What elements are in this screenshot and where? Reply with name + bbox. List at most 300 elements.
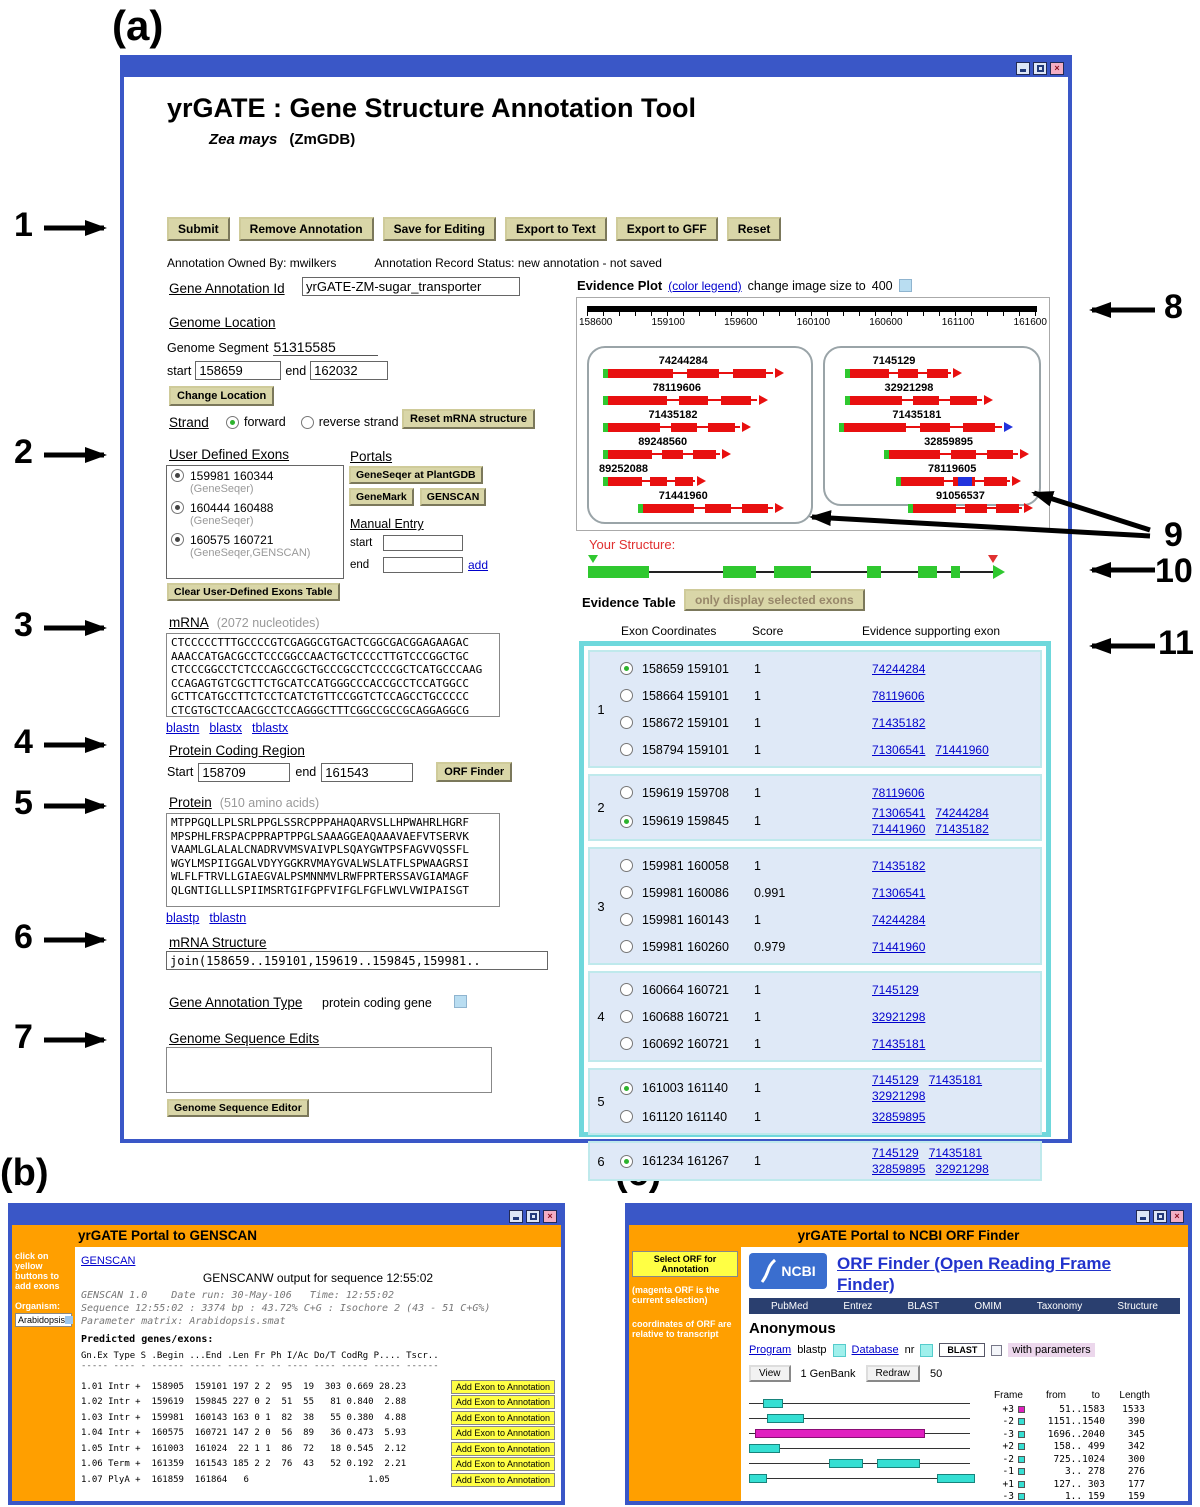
orf-color-swatch [1018,1406,1025,1413]
manual-start-input[interactable] [383,535,463,551]
evidence-link[interactable]: 32921298 [935,1162,989,1176]
group-rows [612,849,1040,963]
orf-row[interactable] [994,1466,1180,1479]
arrow-head-icon [697,476,706,486]
user-exon-coords: 160444 160488 [190,501,274,515]
evidence-link[interactable]: 71435181 [928,1073,983,1087]
database-link[interactable]: Database [851,1344,899,1356]
exon-block [662,450,684,459]
maximize-icon[interactable] [1153,1210,1167,1223]
manual-end-input[interactable] [383,557,463,573]
orf-bar[interactable] [877,1459,920,1468]
exon-radio[interactable] [620,815,633,828]
diagram-baseline [749,1448,970,1449]
ruler-tick-label: 160100 [796,317,831,328]
orf-range: 51..1583 [1059,1403,1105,1415]
evidence-cluster-left [587,346,813,524]
orf-length: 342 [1127,1441,1145,1453]
orf-color-swatch [1018,1443,1025,1450]
exon-block [920,423,950,432]
toolbar-reset-button[interactable]: Reset [727,217,782,241]
evidence-row [612,655,1040,682]
orf-length: 276 [1127,1466,1145,1478]
genome-location-label: Genome Location [169,315,276,330]
add-exon-button[interactable]: Add Exon to Annotation [451,1457,555,1471]
program-menu-box[interactable] [833,1344,846,1357]
structure-exon [951,566,960,578]
evidence-link[interactable]: 71441960 [872,822,926,836]
group-number: 6 [597,1153,605,1169]
mrna-structure-input[interactable] [166,951,548,970]
green-start-cap [896,477,901,486]
exon-block [603,423,660,432]
exon-coordinates: 158794 159101 [642,742,729,757]
exon-radio[interactable] [620,1110,633,1123]
exon-radio[interactable] [620,913,633,926]
evidence-group [588,1141,1042,1181]
exon-score: 0.979 [754,939,786,954]
evidence-row [612,736,1040,763]
evidence-gene-model[interactable] [833,436,1031,463]
exon-coordinates: 159619 159845 [642,814,729,828]
orf-bar[interactable] [755,1429,925,1438]
orf-bar[interactable] [937,1474,975,1483]
close-icon[interactable]: × [1170,1210,1184,1223]
redraw-button[interactable]: Redraw [866,1365,920,1382]
user-exon-text [190,533,310,559]
gene-bar [839,423,1007,432]
orf-sidebar [629,1247,741,1501]
portal-window-title: yrGATE Portal to NCBI ORF Finder [629,1225,1188,1247]
orf-row[interactable] [994,1403,1180,1416]
user-exon-radio[interactable] [171,533,184,546]
green-start-cap [839,423,844,432]
orf-frame: -3 [1002,1491,1014,1503]
orf-range: 158.. 499 [1053,1441,1105,1453]
ruler-tick-label: 158600 [579,317,613,328]
genome-segment-value[interactable]: 51315585 [273,339,378,356]
exon-radio[interactable] [620,1037,633,1050]
minimize-icon[interactable] [1136,1210,1150,1223]
evidence-links [872,716,1040,730]
portal-window-title: yrGATE Portal to GENSCAN [12,1225,561,1247]
evidence-link[interactable]: 74244284 [872,661,926,676]
arrow-head-icon [1024,503,1033,513]
genscan-info-line: Sequence 12:55:02 : 3374 bp : 43.72% C+G : Isochore 2 (43 - 51 C+G%) [81,1303,491,1314]
orf-range: 725..1024 [1053,1453,1105,1465]
orf-length: 159 [1127,1491,1145,1503]
evidence-gene-model[interactable] [833,490,1031,517]
evidence-link[interactable]: 71306541 [872,885,926,900]
orf-row[interactable] [994,1478,1180,1491]
location-start-input[interactable] [195,361,281,380]
blue-exon-block [958,477,972,486]
evidence-gene-model[interactable] [597,490,803,517]
orf-row[interactable] [994,1441,1180,1454]
evidence-links [872,886,1040,900]
exon-radio[interactable] [620,1082,633,1095]
orf-bar[interactable] [763,1399,783,1408]
protein-label: Protein [169,795,212,810]
user-defined-exons-box [166,465,344,579]
orf-finder-button[interactable]: ORF Finder [436,762,512,782]
orf-row[interactable] [994,1453,1180,1466]
green-start-cap [603,423,608,432]
portals-label: Portals [350,449,393,464]
exon-block [638,504,694,513]
orf-bar[interactable] [767,1414,805,1423]
toolbar-export-to-text-button[interactable]: Export to Text [505,217,607,241]
gene-type-menu-box[interactable] [454,995,467,1008]
orf-frame: +2 [1002,1441,1014,1453]
structure-exon [774,566,811,578]
evidence-link[interactable]: 71441960 [872,939,926,954]
orf-length: 390 [1127,1416,1145,1428]
user-exon-radio[interactable] [171,501,184,514]
callout-4: 4 [14,723,33,761]
exon-block [650,477,667,486]
genome-sequence-edits-label: Genome Sequence Edits [169,1031,320,1046]
genome-sequence-editor-button[interactable]: Genome Sequence Editor [167,1099,309,1117]
exon-block [963,423,995,432]
evidence-link[interactable]: 74244284 [935,806,989,820]
exon-coordinates: 158672 159101 [642,715,729,730]
gene-bar [638,504,778,513]
toolbar-save-for-editing-button[interactable]: Save for Editing [383,217,496,241]
evidence-table [579,641,1051,1176]
exon-radio[interactable] [620,716,633,729]
genscan-link[interactable]: GENSCAN [81,1255,136,1267]
orf-diagram-row [749,1396,982,1411]
add-exon-button[interactable]: Add Exon to Annotation [451,1426,555,1440]
portal-genscan-button[interactable]: GENSCAN [420,488,487,506]
orf-row[interactable] [994,1428,1180,1441]
protein-note: (510 amino acids) [219,795,320,810]
orf-frame: -2 [1002,1416,1014,1428]
orf-diagram-row [749,1441,982,1456]
evidence-gene-model[interactable] [833,382,1031,409]
nav-blast[interactable]: BLAST [907,1300,940,1312]
genscan-table-separator: ----- ---- - ------ ------ ---- -- -- ---- ---- ----- ----- ------ [81,1361,439,1371]
manual-end-label: end [350,559,370,571]
add-exon-button[interactable]: Add Exon to Annotation [451,1411,555,1425]
evidence-link[interactable]: 78119606 [872,785,925,800]
evidence-gene-model[interactable] [833,463,1031,490]
exon-coordinates: 161234 161267 [642,1154,729,1168]
genscan-content [75,1247,561,1501]
exon-coordinates: 159619 159708 [642,785,729,800]
program-link[interactable]: Program [749,1344,792,1356]
group-number: 5 [597,1094,605,1109]
location-end-input[interactable] [310,361,388,380]
evidence-links [872,689,1040,703]
toolbar-remove-annotation-button[interactable]: Remove Annotation [239,217,374,241]
nav-omim[interactable]: OMIM [974,1300,1002,1312]
count-value[interactable]: 50 [930,1367,943,1380]
evidence-link[interactable]: 71435181 [928,1146,983,1160]
database-menu-box[interactable] [920,1344,933,1357]
minimize-icon[interactable] [1016,62,1030,75]
evidence-gene-model[interactable] [597,463,803,490]
clear-user-exons-button[interactable]: Clear User-Defined Exons Table [167,583,340,601]
exon-block [742,504,769,513]
nav-taxonomy[interactable]: Taxonomy [1036,1300,1083,1312]
exon-block [705,504,730,513]
gene-bar [603,450,725,459]
gene-id-label: 71435182 [648,409,698,421]
tblastn-link[interactable]: tblastn [209,911,247,925]
add-exon-button[interactable]: Add Exon to Annotation [451,1442,555,1456]
exon-radio[interactable] [620,689,633,702]
plot-ruler-ticks [587,312,1037,316]
add-exon-button[interactable]: Add Exon to Annotation [451,1380,555,1394]
with-parameters-label: with parameters [1008,1343,1094,1357]
select-orf-button[interactable]: Select ORF for Annotation [632,1251,738,1277]
maximize-icon[interactable] [526,1210,540,1223]
orf-bar[interactable] [749,1444,780,1453]
ruler-tick-label: 161600 [1013,317,1047,328]
orf-frame: -1 [1002,1466,1014,1478]
user-exon-radio[interactable] [171,469,184,482]
evidence-gene-model[interactable] [597,409,803,436]
close-icon[interactable]: × [1050,62,1064,75]
exon-score: 0.991 [754,885,786,900]
evidence-gene-model[interactable] [597,382,803,409]
exon-coordinates: 160692 160721 [642,1036,729,1051]
evidence-group [588,650,1042,768]
blast-button[interactable]: BLAST [939,1343,985,1357]
ruler-tick-label: 159600 [724,317,758,328]
evidence-gene-model[interactable] [833,355,1031,382]
genscan-exon-data: 1.07 PlyA + 161859 161864 6 1.05 [81,1474,390,1485]
orf-header-cell: to [1091,1390,1100,1401]
orf-length: 300 [1127,1453,1145,1465]
blastp-link[interactable]: blastp [166,911,200,925]
exon-radio[interactable] [620,662,633,675]
callout-9: 9 [1164,516,1183,554]
orf-list [994,1390,1180,1503]
green-start-cap [603,450,608,459]
evidence-link[interactable]: 71306541 [872,742,926,757]
evidence-link[interactable]: 71306541 [872,806,926,820]
structure-arrow-icon [993,565,1005,579]
exon-coordinates: 161120 161140 [642,1109,728,1124]
evidence-link[interactable]: 7145129 [872,1146,919,1160]
evidence-links [872,1146,1040,1176]
exon-radio[interactable] [620,886,633,899]
portal-geneseqer-button[interactable]: GeneSeqer at PlantGDB [349,466,483,484]
blastx-link[interactable]: blastx [209,721,243,735]
exon-block [996,504,1019,513]
exon-score: 1 [754,1036,761,1051]
genscan-rows [81,1379,555,1488]
mrna-sequence-box[interactable] [166,633,500,717]
panel-label-a: (a) [112,2,164,49]
group-number: 2 [597,800,605,815]
exon-score: 1 [754,814,761,828]
orf-color-swatch [1018,1481,1025,1488]
arrow-head-icon [1012,476,1021,486]
exon-score: 1 [754,785,761,800]
evidence-link[interactable]: 7145129 [872,982,919,997]
red-marker-icon [988,555,998,563]
manual-entry-label: Manual Entry [350,517,424,531]
exon-score: 1 [754,1081,761,1095]
orf-color-swatch [1018,1493,1025,1500]
gene-id-label: 78119606 [652,382,701,394]
callout-6: 6 [14,918,33,956]
gene-annotation-id-input[interactable] [302,277,520,296]
evidence-links [872,743,1040,757]
orf-range: 1.. 159 [1064,1491,1105,1503]
evidence-links [872,859,1040,873]
genscan-exon-data: 1.03 Intr + 159981 160143 163 0 1 82 38 55 0.380 4.88 [81,1412,407,1423]
orf-bar[interactable] [829,1459,862,1468]
evidence-gene-model[interactable] [833,409,1031,436]
genscan-portal-window [8,1203,565,1505]
exon-radio[interactable] [620,859,633,872]
action-toolbar [167,217,781,241]
color-legend-link[interactable]: (color legend) [668,278,742,293]
arrow-head-icon [953,368,962,378]
toolbar-submit-button[interactable]: Submit [167,217,230,241]
your-structure-label: Your Structure: [589,537,676,552]
with-parameters-checkbox[interactable] [991,1345,1002,1356]
exon-radio[interactable] [620,983,633,996]
user-exon-source: (GeneSeqer) [190,483,254,495]
evidence-link[interactable]: 32921298 [872,1089,926,1103]
exon-radio[interactable] [620,743,633,756]
nav-pubmed[interactable]: PubMed [771,1300,809,1312]
exon-block [839,423,906,432]
blastn-link[interactable]: blastn [166,721,200,735]
evidence-link[interactable]: 32921298 [872,1009,926,1024]
evidence-link[interactable]: 71435182 [872,715,926,730]
green-start-cap [908,504,913,513]
exon-block [950,396,977,405]
portal-genemark-button[interactable]: GeneMark [349,488,414,506]
exon-radio[interactable] [620,786,633,799]
change-location-button[interactable]: Change Location [169,386,274,406]
pcr-end-label: end [295,765,317,779]
tblastx-link[interactable]: tblastx [252,721,289,735]
green-start-cap [603,396,608,405]
orf-finder-heading-link[interactable]: ORF Finder (Open Reading Frame Finder) [837,1254,1111,1294]
arrow-head-icon [759,395,768,405]
reset-mrna-structure-button[interactable]: Reset mRNA structure [402,409,535,429]
exon-radio[interactable] [620,940,633,953]
evidence-link[interactable]: 71435182 [935,822,989,836]
green-marker-icon [588,555,598,563]
orf-frame: -3 [1002,1428,1014,1440]
exon-coordinates: 159981 160143 [642,912,729,927]
gene-id-label: 32921298 [884,382,934,394]
add-exon-button[interactable]: Add Exon to Annotation [451,1395,555,1409]
genscan-exon-row [81,1472,555,1488]
user-exon-source: (GeneSeqer) [190,515,254,527]
evidence-plot-title: Evidence Plot [577,278,663,293]
pcr-end-input[interactable] [321,763,413,782]
green-start-cap [845,369,850,378]
evidence-link[interactable]: 71441960 [935,742,989,757]
resize-value[interactable]: 400 [871,278,893,293]
organism-select[interactable] [15,1313,72,1327]
callout-5: 5 [14,784,33,822]
gene-bar [603,423,745,432]
user-exon-item [167,498,343,530]
evidence-link[interactable]: 78119606 [872,688,925,703]
close-icon[interactable]: × [543,1210,557,1223]
exon-block [984,477,1007,486]
evidence-links [872,662,1040,676]
filter-selected-exons-button[interactable]: only display selected exons [684,589,865,611]
orf-range: 1151..1540 [1047,1416,1105,1428]
record-status: Annotation Record Status: new annotation - not saved [374,256,662,270]
evidence-gene-model[interactable] [597,436,803,463]
callout-11: 11 [1158,624,1194,662]
orf-bar[interactable] [749,1474,767,1483]
reverse-strand-radio[interactable] [301,416,314,429]
exon-score: 1 [754,1154,761,1168]
orf-diagram-row [749,1471,982,1486]
gene-id-label: 78119605 [928,463,977,475]
resize-apply-box[interactable] [899,279,912,292]
evidence-gene-model[interactable] [597,355,803,382]
genscan-exon-data: 1.04 Intr + 160575 160721 147 2 0 56 89 36 0.473 5.93 [81,1428,407,1439]
manual-add-link[interactable]: add [468,558,489,572]
callout-2: 2 [14,433,33,471]
pcr-start-input[interactable] [198,763,290,782]
orf-row[interactable] [994,1491,1180,1504]
genome-segment-label: Genome Segment [167,340,269,355]
forward-strand-radio[interactable] [226,416,239,429]
evidence-row [612,1146,1040,1176]
exon-block [671,423,697,432]
exon-block [845,396,902,405]
evidence-link[interactable]: 32859895 [872,1162,926,1176]
evidence-link[interactable]: 7145129 [872,1073,919,1087]
gene-id-label: 71441960 [658,490,708,502]
exon-block [927,369,948,378]
protein-sequence-box[interactable] [166,813,500,907]
genome-sequence-edits-box[interactable] [166,1047,492,1093]
green-start-cap [603,477,608,486]
add-exon-button[interactable]: Add Exon to Annotation [451,1473,555,1487]
orf-row[interactable] [994,1416,1180,1429]
evidence-link[interactable]: 32859895 [872,1109,926,1124]
exon-radio[interactable] [620,1010,633,1023]
exon-score: 1 [754,661,761,676]
evidence-link[interactable]: 71435182 [872,858,926,873]
arrow-head-icon [742,422,751,432]
exon-coordinates: 161003 161140 [642,1081,728,1095]
titlebar [12,1207,561,1225]
reverse-strand-label: reverse strand [318,415,399,429]
evidence-link[interactable]: 74244284 [872,912,926,927]
nav-structure[interactable]: Structure [1117,1300,1158,1312]
maximize-icon[interactable] [1033,62,1047,75]
toolbar-export-to-gff-button[interactable]: Export to GFF [616,217,718,241]
exon-block [603,477,642,486]
view-button[interactable]: View [749,1365,791,1382]
ruler-tick-label: 161100 [941,317,975,328]
evidence-link[interactable]: 71435181 [872,1036,926,1051]
minimize-icon[interactable] [509,1210,523,1223]
evidence-row [612,682,1040,709]
exon-radio[interactable] [620,1155,633,1168]
nav-entrez[interactable]: Entrez [843,1300,873,1312]
evidence-row [612,933,1040,960]
